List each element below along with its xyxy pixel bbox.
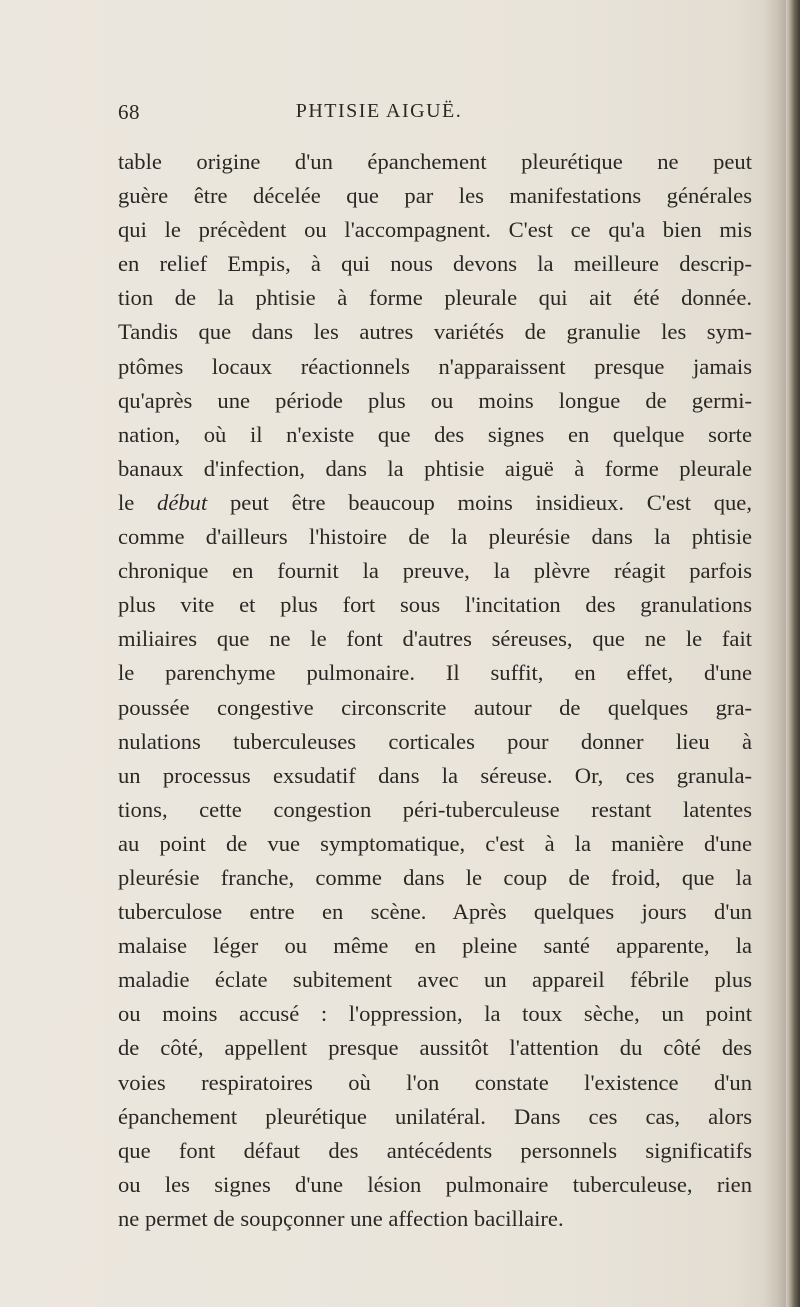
binding-edge	[786, 0, 800, 1307]
text-segment: le	[118, 489, 158, 515]
text-line: table origine d'un épanchement pleurétique ne peut	[118, 149, 752, 174]
text-line: ou les signes d'une lésion pulmonaire tuberculeuse, rien	[118, 1171, 752, 1197]
text-line: ou moins accusé : l'oppression, la toux sèche, un point	[118, 1001, 752, 1027]
text-line: malaise léger ou même en pleine santé apparente, la	[118, 933, 752, 959]
text-line: que font défaut des antécédents personnels significatifs	[118, 1137, 752, 1163]
page-number: 68	[118, 100, 140, 124]
text-line: ptômes locaux réactionnels n'apparaissent presque jamais	[118, 353, 752, 379]
text-line: tions, cette congestion péri-tuberculeuse restant latentes	[118, 796, 752, 822]
text-line: voies respiratoires où l'on constate l'existence d'un	[118, 1069, 752, 1095]
text-line: ne permet de soupçonner une affection bacillaire.	[118, 1205, 564, 1231]
text-line: de côté, appellent presque aussitôt l'attention du côté des	[118, 1035, 752, 1061]
text-line: qu'après une période plus ou moins longue de germi-	[118, 387, 752, 413]
text-line: comme d'ailleurs l'histoire de la pleurésie dans la phtisie	[118, 524, 752, 550]
text-line-with-emphasis	[118, 486, 752, 520]
text-line: nation, où il n'existe que des signes en quelque sorte	[118, 421, 752, 447]
text-line: miliaires que ne le font d'autres séreuses, que ne le fait	[118, 626, 752, 652]
text-line: au point de vue symptomatique, c'est à la manière d'une	[118, 830, 752, 856]
binding-shadow	[764, 0, 786, 1307]
text-line: guère être décelée que par les manifestations générales	[118, 183, 752, 209]
running-head	[0, 100, 800, 130]
text-line: nulations tuberculeuses corticales pour donner lieu à	[118, 728, 752, 754]
text-line: un processus exsudatif dans la séreuse. Or, ces granula-	[118, 762, 752, 788]
text-line: Tandis que dans les autres variétés de granulie les sym-	[118, 319, 752, 345]
text-line: qui le précèdent ou l'accompagnent. C'est ce qu'a bien mis	[118, 217, 752, 243]
text-line: banaux d'infection, dans la phtisie aiguë à forme pleurale	[118, 455, 752, 481]
text-line: plus vite et plus fort sous l'incitation des granulations	[118, 592, 752, 618]
body-text	[118, 145, 752, 1236]
text-line: poussée congestive circonscrite autour de quelques gra-	[118, 694, 752, 720]
running-title: PHTISIE AIGUË.	[295, 100, 463, 122]
text-line: tuberculose entre en scène. Après quelques jours d'un	[118, 899, 752, 925]
text-line: en relief Empis, à qui nous devons la meilleure descrip-	[118, 251, 752, 277]
emphasized-word: début	[157, 489, 208, 515]
text-line: tion de la phtisie à forme pleurale qui ait été donnée.	[118, 285, 752, 311]
text-line: chronique en fournit la preuve, la plèvre réagit parfois	[118, 558, 752, 584]
text-line: maladie éclate subitement avec un appareil fébrile plus	[118, 967, 752, 993]
text-line: le parenchyme pulmonaire. Il suffit, en effet, d'une	[118, 660, 752, 686]
text-line: épanchement pleurétique unilatéral. Dans ces cas, alors	[118, 1103, 752, 1129]
text-line: pleurésie franche, comme dans le coup de froid, que la	[118, 864, 752, 890]
text-segment: peut être beaucoup moins insidieux. C'est que,	[207, 489, 752, 515]
